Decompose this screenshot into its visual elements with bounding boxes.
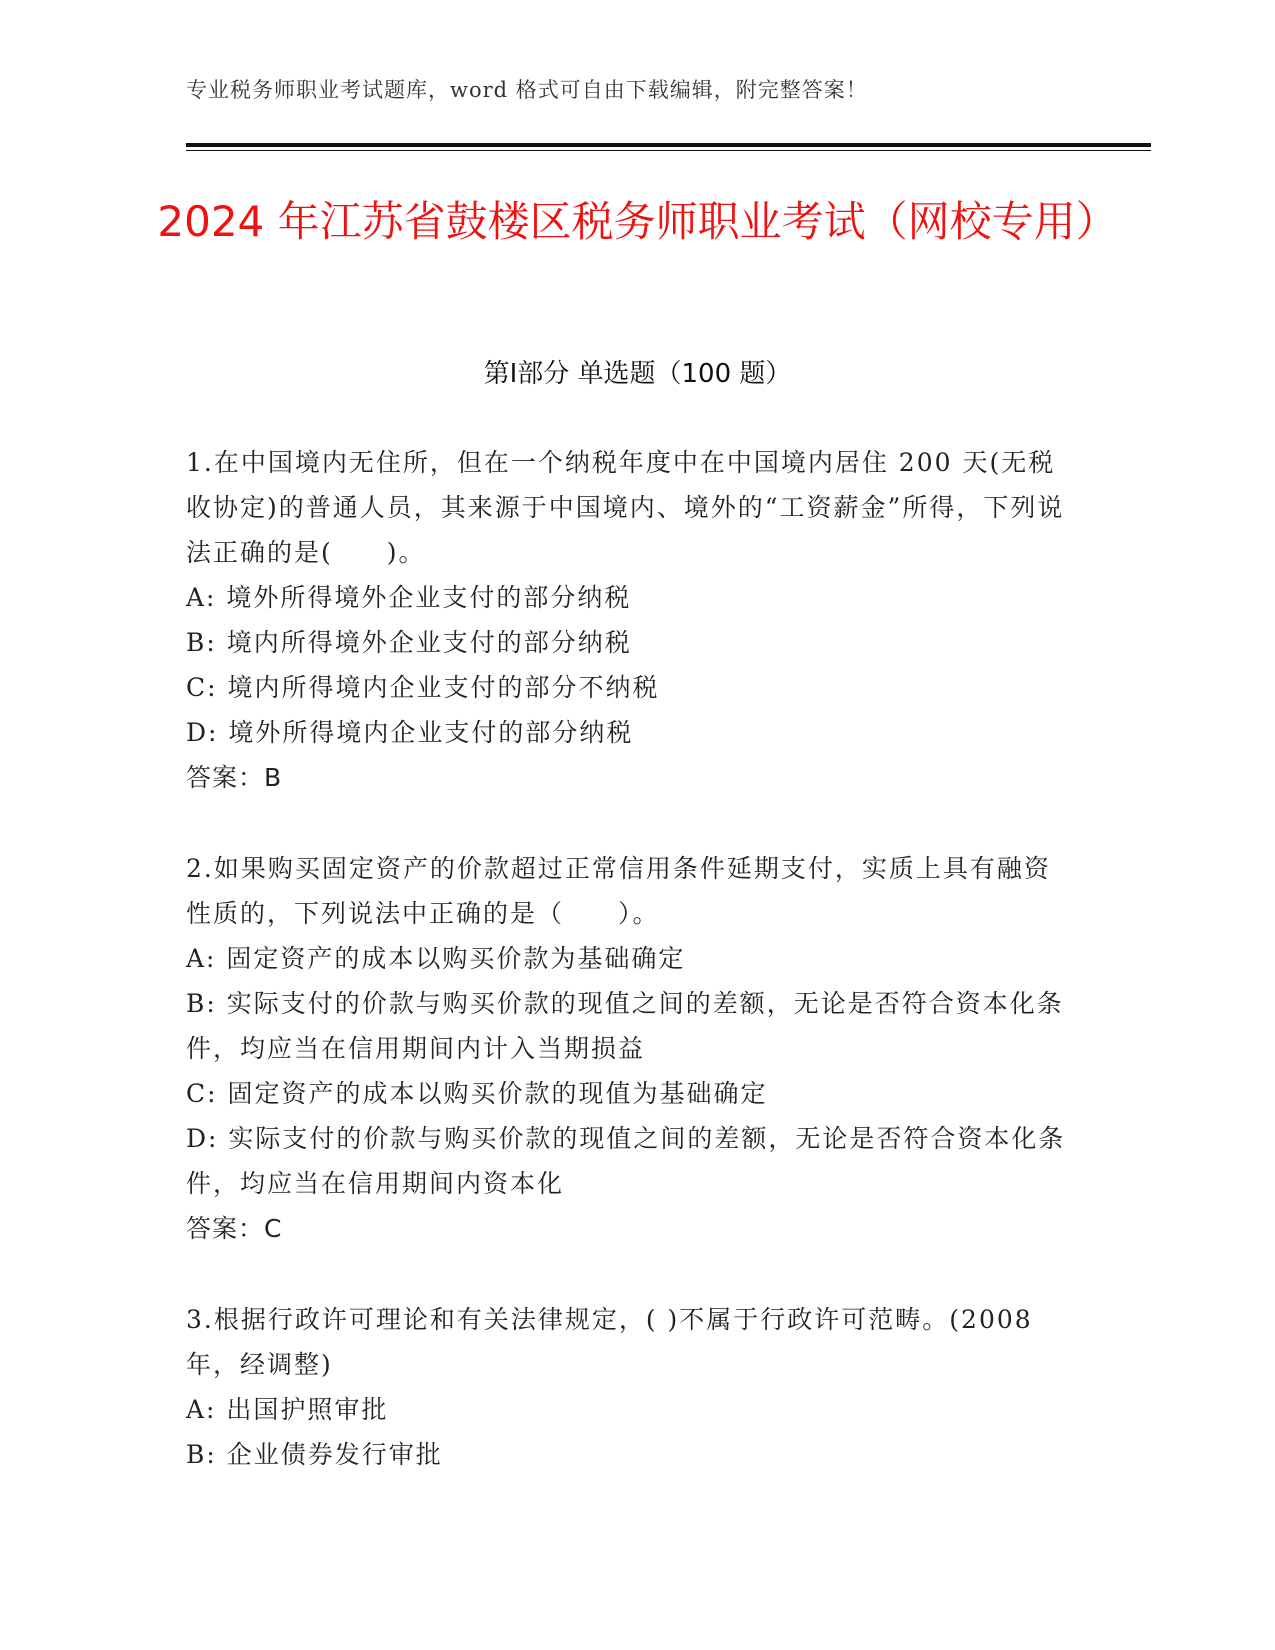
- question-answer: 答案：C: [186, 1214, 283, 1243]
- question-item: [186, 1297, 1066, 1477]
- question-stem: 1.在中国境内无住所，但在一个纳税年度中在中国境内居住 200 天(无税收协定)的普通人员，其来源于中国境内、境外的“工资薪金”所得，下列说法正确的是( )。: [186, 448, 1065, 567]
- question-option-a: A: 固定资产的成本以购买价款为基础确定: [186, 944, 686, 973]
- question-option-c: C: 固定资产的成本以购买价款的现值为基础确定: [186, 1079, 768, 1108]
- question-option-d: D: 实际支付的价款与购买价款的现值之间的差额，无论是否符合资本化条件，均应当在信用期间内资本化: [186, 1124, 1066, 1198]
- question-option-b: B: 实际支付的价款与购买价款的现值之间的差额，无论是否符合资本化条件，均应当在信用期间内计入当期损益: [186, 989, 1064, 1063]
- question-list: [186, 440, 1066, 1523]
- question-option-b: B: 企业债券发行审批: [186, 1440, 443, 1469]
- question-item: [186, 846, 1066, 1251]
- question-option-a: A: 境外所得境外企业支付的部分纳税: [186, 583, 632, 612]
- question-item: [186, 440, 1066, 800]
- header-rule: [186, 143, 1151, 147]
- question-stem: 3.根据行政许可理论和有关法律规定，( )不属于行政许可范畴。(2008 年，经调整): [186, 1305, 1033, 1379]
- question-answer: 答案：B: [186, 763, 283, 792]
- header-note: 专业税务师职业考试题库，word 格式可自由下载编辑，附完整答案！: [186, 78, 868, 102]
- question-option-d: D: 境外所得境内企业支付的部分纳税: [186, 718, 634, 747]
- section-title: 第Ⅰ部分 单选题（100 题）: [483, 359, 792, 389]
- question-stem: 2.如果购买固定资产的价款超过正常信用条件延期支付，实质上具有融资性质的，下列说法中正确的是（ ）。: [186, 854, 1051, 928]
- question-option-c: C: 境内所得境内企业支付的部分不纳税: [186, 673, 660, 702]
- question-option-a: A: 出国护照审批: [186, 1395, 389, 1424]
- question-option-b: B: 境内所得境外企业支付的部分纳税: [186, 628, 632, 657]
- header-rule-thin: [186, 150, 1151, 151]
- document-title: 2024 年江苏省鼓楼区税务师职业考试（网校专用）: [157, 197, 1118, 246]
